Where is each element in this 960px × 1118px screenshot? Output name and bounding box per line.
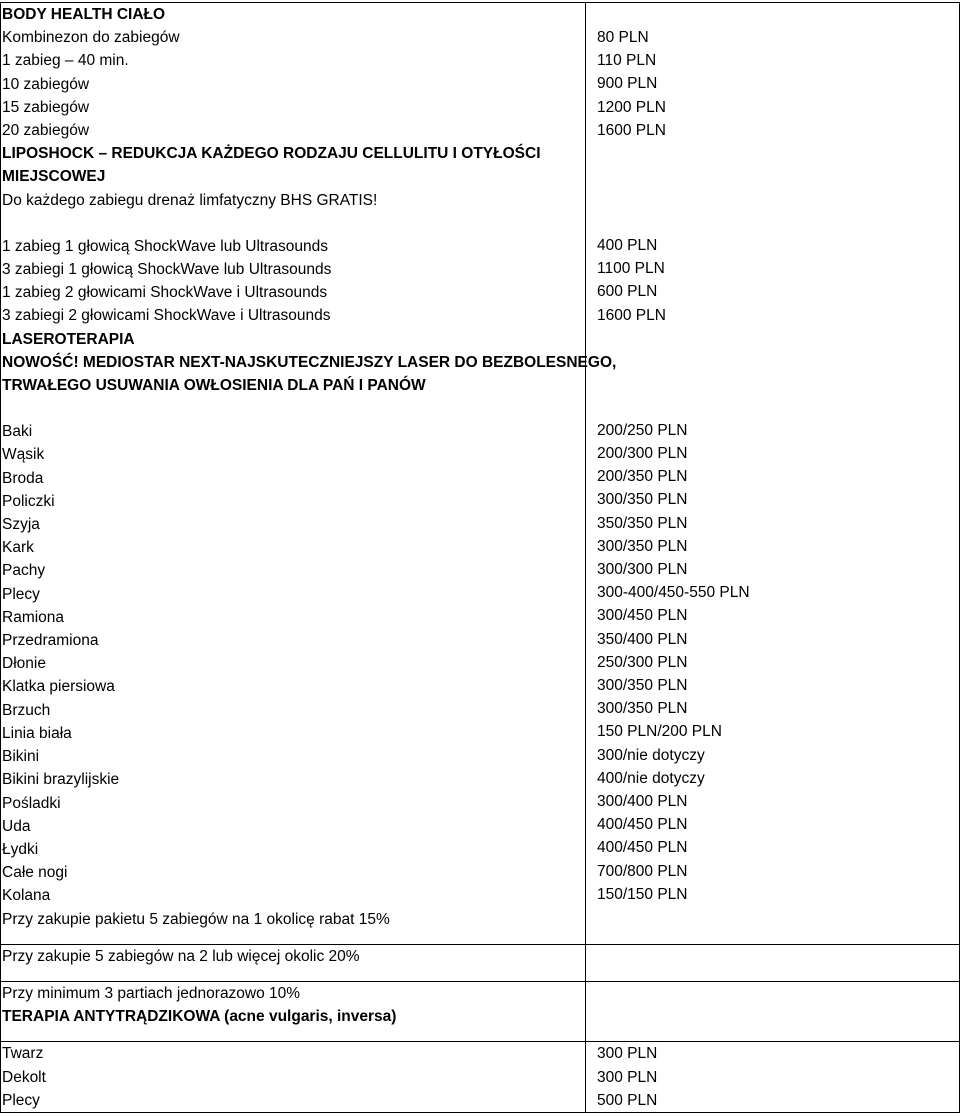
- section-heading: TERAPIA ANTYTRĄDZIKOWA (acne vulgaris, inversa): [2, 1008, 397, 1026]
- table-row: [1, 3, 960, 945]
- service-item: Przy minimum 3 partiach jednorazowo 10%: [2, 984, 301, 1002]
- service-item: Klatka piersiowa: [2, 678, 115, 696]
- price-cell: [586, 944, 960, 981]
- price-value: 110 PLN: [597, 52, 657, 70]
- spacer: [2, 931, 585, 944]
- price-value: 300 PLN: [597, 1045, 658, 1063]
- service-cell: [1, 981, 586, 1041]
- spacer: [597, 350, 959, 373]
- section-heading: MIEJSCOWEJ: [2, 168, 106, 186]
- service-item: Pachy: [2, 562, 46, 580]
- spacer: [597, 142, 959, 165]
- service-item: Szyja: [2, 516, 40, 534]
- price-value: 300/350 PLN: [597, 491, 688, 509]
- price-value: 700/800 PLN: [597, 862, 688, 880]
- price-value: 400/nie dotyczy: [597, 769, 705, 787]
- price-value: 150 PLN/200 PLN: [597, 723, 722, 741]
- price-value: 200/250 PLN: [597, 421, 688, 439]
- price-value: 300/350 PLN: [597, 700, 688, 718]
- service-item: Kark: [2, 539, 34, 557]
- section-heading: NOWOŚĆ! MEDIOSTAR NEXT-NAJSKUTECZNIEJSZY LASER DO BEZBOLESNEGO,: [2, 353, 617, 371]
- price-value: 250/300 PLN: [597, 653, 688, 671]
- price-value: 500 PLN: [597, 1091, 658, 1109]
- service-item: Dłonie: [2, 655, 46, 673]
- table-row: [1, 981, 960, 1041]
- spacer: [597, 396, 959, 419]
- service-cell: [1, 1042, 586, 1113]
- service-item: Policzki: [2, 492, 55, 510]
- spacer: [2, 1028, 585, 1041]
- price-value: 400 PLN: [597, 237, 658, 255]
- section-heading: BODY HEALTH CIAŁO: [2, 6, 166, 23]
- spacer: [597, 327, 959, 350]
- service-item: Uda: [2, 817, 31, 835]
- service-item: 1 zabieg 1 głowicą ShockWave lub Ultrasounds: [2, 237, 328, 255]
- price-value: 350/400 PLN: [597, 630, 688, 648]
- price-value: 1100 PLN: [597, 260, 665, 278]
- service-item: Baki: [2, 423, 33, 441]
- table-row: [1, 944, 960, 981]
- service-item: Kolana: [2, 887, 51, 905]
- price-value: 1200 PLN: [597, 98, 666, 116]
- service-item: 10 zabiegów: [2, 75, 90, 93]
- service-item: Przy zakupie pakietu 5 zabiegów na 1 okolicę rabat 15%: [2, 910, 390, 928]
- service-item: Plecy: [2, 585, 40, 603]
- service-item: Twarz: [2, 1045, 44, 1063]
- spacer: [2, 212, 585, 235]
- price-value: 300 PLN: [597, 1068, 658, 1086]
- service-item: Linia biała: [2, 724, 72, 742]
- service-item: 1 zabieg 2 głowicami ShockWave i Ultrasounds: [2, 284, 328, 302]
- service-item: Kombinezon do zabiegów: [2, 29, 180, 47]
- price-value: 300/nie dotyczy: [597, 746, 705, 764]
- price-value: 80 PLN: [597, 29, 649, 46]
- service-item: 3 zabiegi 2 głowicami ShockWave i Ultrasounds: [2, 307, 331, 325]
- spacer: [597, 211, 959, 234]
- service-item: 20 zabiegów: [2, 122, 90, 140]
- spacer: [2, 397, 585, 420]
- price-value: 300/400 PLN: [597, 793, 688, 811]
- service-item: 1 zabieg – 40 min.: [2, 52, 129, 70]
- price-value: 300/300 PLN: [597, 561, 688, 579]
- price-value: 600 PLN: [597, 283, 658, 301]
- service-item: Przy zakupie 5 zabiegów na 2 lub więcej okolic 20%: [2, 947, 360, 965]
- spacer: [2, 968, 585, 981]
- service-item: Bikini: [2, 748, 40, 766]
- price-value: 300/450 PLN: [597, 607, 688, 625]
- price-cell: [586, 3, 960, 945]
- price-value: 900 PLN: [597, 75, 658, 93]
- price-value: 300/350 PLN: [597, 537, 688, 555]
- section-heading: TRWAŁEGO USUWANIA OWŁOSIENIA DLA PAŃ I PANÓW: [2, 377, 426, 395]
- table-row: [1, 1042, 960, 1113]
- price-value: 350/350 PLN: [597, 514, 688, 532]
- service-item: Bikini brazylijskie: [2, 771, 120, 789]
- service-item: 3 zabiegi 1 głowicą ShockWave lub Ultrasounds: [2, 261, 332, 279]
- spacer: [597, 165, 959, 188]
- service-cell: [1, 944, 586, 981]
- price-value: 400/450 PLN: [597, 816, 688, 834]
- price-value: 150/150 PLN: [597, 885, 688, 903]
- service-cell: [1, 3, 617, 945]
- service-item: Łydki: [2, 840, 39, 858]
- service-item: Plecy: [2, 1091, 40, 1109]
- service-item: Do każdego zabiegu drenaż limfatyczny BHS GRATIS!: [2, 191, 378, 209]
- price-value: 1600 PLN: [597, 121, 666, 139]
- spacer: [597, 188, 959, 211]
- service-item: Wąsik: [2, 446, 45, 464]
- service-item: Pośladki: [2, 794, 61, 812]
- price-value: 400/450 PLN: [597, 839, 688, 857]
- service-item: Całe nogi: [2, 864, 68, 882]
- service-item: Przedramiona: [2, 632, 99, 650]
- service-item: Broda: [2, 469, 44, 487]
- section-heading: LIPOSHOCK – REDUKCJA KAŻDEGO RODZAJU CELLULITU I OTYŁOŚCI: [2, 145, 541, 163]
- price-table: [0, 2, 960, 1113]
- price-cell: [586, 1042, 960, 1113]
- price-value: 200/350 PLN: [597, 468, 688, 486]
- section-heading: LASEROTERAPIA: [2, 330, 135, 348]
- service-item: Ramiona: [2, 608, 65, 626]
- price-cell: [586, 981, 960, 1041]
- spacer: [597, 3, 959, 26]
- spacer: [597, 373, 959, 396]
- service-item: Dekolt: [2, 1068, 46, 1086]
- price-value: 300-400/450-550 PLN: [597, 584, 750, 602]
- service-item: 15 zabiegów: [2, 98, 90, 116]
- price-value: 200/300 PLN: [597, 445, 688, 463]
- price-value: 1600 PLN: [597, 306, 666, 324]
- price-value: 300/350 PLN: [597, 677, 688, 695]
- service-item: Brzuch: [2, 701, 51, 719]
